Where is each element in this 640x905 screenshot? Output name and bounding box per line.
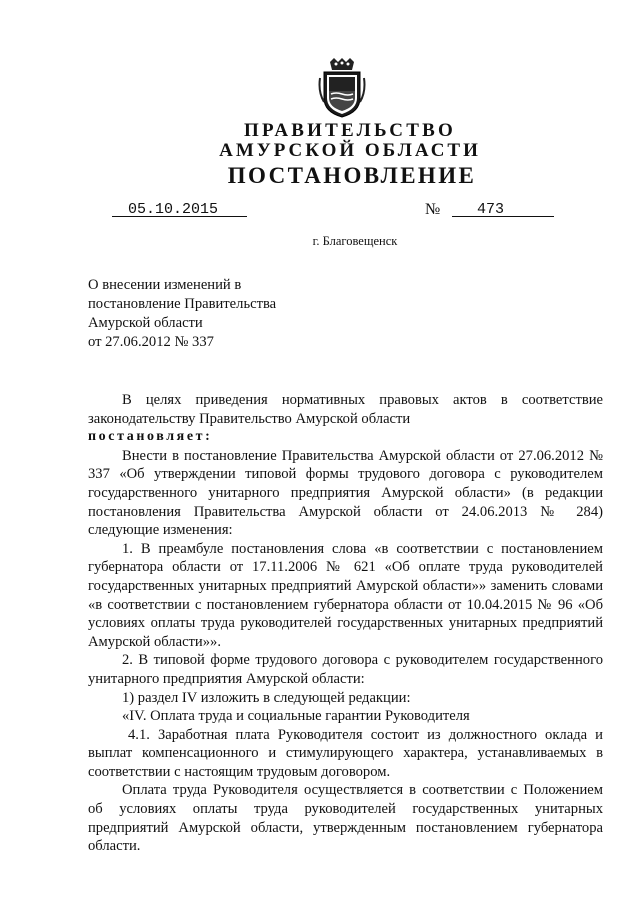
preamble-paragraph: В целях приведения нормативных правовых актов в соответствие законодательству Правительство Амурской области xyxy=(88,392,603,427)
body-paragraph: Оплата труда Руководителя осуществляется в соответствии с Положением об условиях оплаты труда руководителей государственных унитарных предприятий Амурской области, утвержденным постановлением губернатора области. xyxy=(88,782,603,855)
number-sign: № xyxy=(425,201,441,218)
body-paragraph: 2. В типовой форме трудового договора с руководителем государственного унитарного предприятия Амурской области: xyxy=(88,652,603,687)
city-name: г. Благовещенск xyxy=(312,234,398,248)
government-title: ПРАВИТЕЛЬСТВО xyxy=(244,120,456,141)
document-date: 05.10.2015 xyxy=(128,201,219,218)
body-paragraph: 1) раздел IV изложить в следующей редакции: xyxy=(122,689,411,706)
document-body xyxy=(88,391,603,856)
body-paragraph: Внести в постановление Правительства Амурской области от 27.06.2012 № 337 «Об утверждении типовой формы трудового договора с руководителем государственного унитарного предприятия Амурской области» (в редакции постановления Правительства Амурской области от 24.06.2013 № 284) следующие изменения: xyxy=(88,447,603,539)
subject-line: О внесении изменений в xyxy=(88,277,242,293)
decree-word: постановляет: xyxy=(88,429,213,445)
body-paragraph: 1. В преамбуле постановления слова «в соответствии с постановлением губернатора области от 17.11.2006 № 621 «Об оплате труда руководителей государственных унитарных предприятий Амурской области»» заменить словами «в соответствии с постановлением губернатора области от 10.04.2015 № 96 «Об условиях оплаты труда руководителей государственных унитарных предприятий Амурской области»». xyxy=(88,540,603,650)
coat-of-arms-icon xyxy=(318,58,366,118)
document-type-title: ПОСТАНОВЛЕНИЕ xyxy=(227,163,477,188)
subject-line: от 27.06.2012 № 337 xyxy=(88,334,214,350)
document-subject xyxy=(88,276,276,352)
body-paragraph: 4.1. Заработная плата Руководителя состоит из должностного оклада и выплат компенсационного и стимулирующего характера, устанавливаемых в соответствии с настоящим трудовым договором. xyxy=(88,726,603,780)
section-heading: «IV. Оплата труда и социальные гарантии Руководителя xyxy=(122,708,470,725)
subject-line: Амурской области xyxy=(88,315,203,331)
subject-line: постановление Правительства xyxy=(88,296,277,312)
region-title: АМУРСКОЙ ОБЛАСТИ xyxy=(219,140,481,161)
document-number: 473 xyxy=(477,201,505,218)
